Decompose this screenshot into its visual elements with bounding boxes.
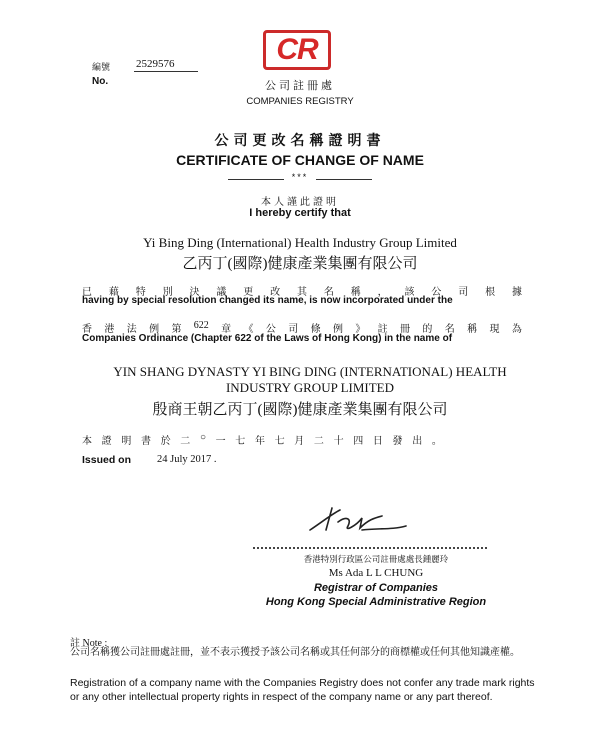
char: 據 bbox=[512, 287, 522, 298]
char: 一 bbox=[215, 436, 226, 447]
char: 更 bbox=[243, 287, 254, 298]
region-name-en: Hong Kong Special Administrative Region bbox=[265, 596, 487, 608]
char: 明 bbox=[121, 436, 132, 447]
char: 藉 bbox=[108, 287, 119, 298]
char: 書 bbox=[140, 436, 151, 447]
registrar-title-en: Registrar of Companies bbox=[313, 582, 439, 594]
char: 為 bbox=[511, 324, 522, 335]
registrar-signature bbox=[302, 500, 412, 540]
char: 證 bbox=[101, 436, 112, 447]
char: 第 bbox=[171, 324, 182, 335]
char: 其 bbox=[297, 287, 307, 298]
certify-text-en: I hereby certify that bbox=[249, 207, 351, 219]
certificate-number-label-zh: 編號 bbox=[92, 62, 111, 72]
companies-registry-logo bbox=[263, 30, 331, 70]
char: 日 bbox=[372, 436, 383, 447]
char: 特 bbox=[135, 287, 146, 298]
note-label: 註 Note : bbox=[70, 638, 108, 649]
char: 法 bbox=[126, 324, 137, 335]
char: 於 bbox=[160, 436, 171, 447]
char: 別 bbox=[162, 287, 173, 298]
char: 註 bbox=[377, 324, 388, 335]
char: 例 bbox=[149, 324, 160, 335]
note-text-en: Registration of a company name with the Companies Registry does not confer any trade mark rights or any other intellectual property rights in respect of the company name or any part thereof. bbox=[70, 677, 535, 703]
new-company-name-zh: 殷商王朝乙丙丁(國際)健康產業集團有限公司 bbox=[152, 402, 448, 418]
char: 司 bbox=[458, 287, 469, 298]
char: 本 bbox=[82, 436, 92, 447]
issue-label-en: Issued on bbox=[82, 454, 132, 466]
char: 年 bbox=[254, 436, 265, 447]
char: 十 bbox=[333, 436, 344, 447]
char: 二 bbox=[313, 436, 324, 447]
char: 稱 bbox=[350, 287, 361, 298]
note-text-zh: 公司名稱獲公司註冊處註冊，並不表示獲授予該公司名稱或其任何部分的商標權或任何其他知識產權。 bbox=[70, 647, 520, 658]
char: 》 bbox=[355, 324, 366, 335]
issue-date-zh bbox=[82, 432, 442, 447]
char: 《 bbox=[243, 324, 254, 335]
char: ○ bbox=[199, 432, 206, 443]
signature-dotted-line bbox=[253, 547, 487, 549]
resolution-text-en: having by special resolution changed its name, is now incorporated under the bbox=[82, 295, 453, 306]
char: 名 bbox=[323, 287, 334, 298]
title-zh: 公司更改名稱證明書 bbox=[214, 134, 386, 149]
old-company-name-zh: 乙丙丁(國際)健康產業集團有限公司 bbox=[182, 256, 418, 272]
char: 港 bbox=[104, 324, 115, 335]
registrar-name: Ms Ada L L CHUNG bbox=[328, 567, 424, 579]
registrar-title-zh: 香港特別行政區公司註冊處處長鍾麗玲 bbox=[303, 554, 449, 564]
char: 根 bbox=[485, 287, 496, 298]
char: 條 bbox=[310, 324, 321, 335]
char: 改 bbox=[270, 287, 281, 298]
char: 月 bbox=[294, 436, 305, 447]
char: 已 bbox=[82, 287, 92, 298]
char: 發 bbox=[392, 436, 403, 447]
char: 二 bbox=[180, 436, 191, 447]
char: 七 bbox=[274, 436, 285, 447]
certificate-number-underline bbox=[134, 71, 198, 72]
char: 議 bbox=[216, 287, 227, 298]
issue-date-en: 24 July 2017 . bbox=[157, 454, 217, 465]
char: 稱 bbox=[467, 324, 478, 335]
certificate-number-label-en: No. bbox=[92, 76, 109, 87]
char: 。 bbox=[431, 436, 442, 447]
char: 名 bbox=[444, 324, 455, 335]
char: 冊 bbox=[400, 324, 411, 335]
char: 出 bbox=[412, 436, 423, 447]
char: 622 bbox=[193, 320, 209, 331]
char: 七 bbox=[235, 436, 246, 447]
title-separator-stars: *** bbox=[291, 172, 309, 182]
char: 司 bbox=[288, 324, 299, 335]
logo-text: CR bbox=[276, 33, 318, 66]
ordinance-text-en: Companies Ordinance (Chapter 622 of the Laws of Hong Kong) in the name of bbox=[82, 333, 453, 344]
registry-name-en: COMPANIES REGISTRY bbox=[246, 96, 354, 107]
certificate-number-value: 2529576 bbox=[136, 58, 175, 70]
title-rule-right bbox=[316, 179, 372, 180]
char: 決 bbox=[189, 287, 200, 298]
char: 公 bbox=[431, 287, 442, 298]
title-en: CERTIFICATE OF CHANGE OF NAME bbox=[176, 152, 424, 168]
char: 章 bbox=[221, 324, 232, 335]
char: 公 bbox=[265, 324, 276, 335]
registry-name-zh: 公司註冊處 bbox=[265, 80, 335, 92]
char: 的 bbox=[422, 324, 433, 335]
char: 四 bbox=[353, 436, 364, 447]
old-company-name-en: Yi Bing Ding (International) Health Industry Group Limited bbox=[143, 235, 457, 250]
char: ， bbox=[377, 287, 388, 298]
char: 香 bbox=[82, 324, 92, 335]
char: 例 bbox=[332, 324, 343, 335]
certify-text-zh: 本人謹此證明 bbox=[261, 197, 339, 208]
new-company-name-en: YIN SHANG DYNASTY YI BING DING (INTERNATIONAL) HEALTH INDUSTRY GROUP LIMITED bbox=[113, 364, 507, 395]
char: 現 bbox=[489, 324, 500, 335]
char: 該 bbox=[404, 287, 415, 298]
